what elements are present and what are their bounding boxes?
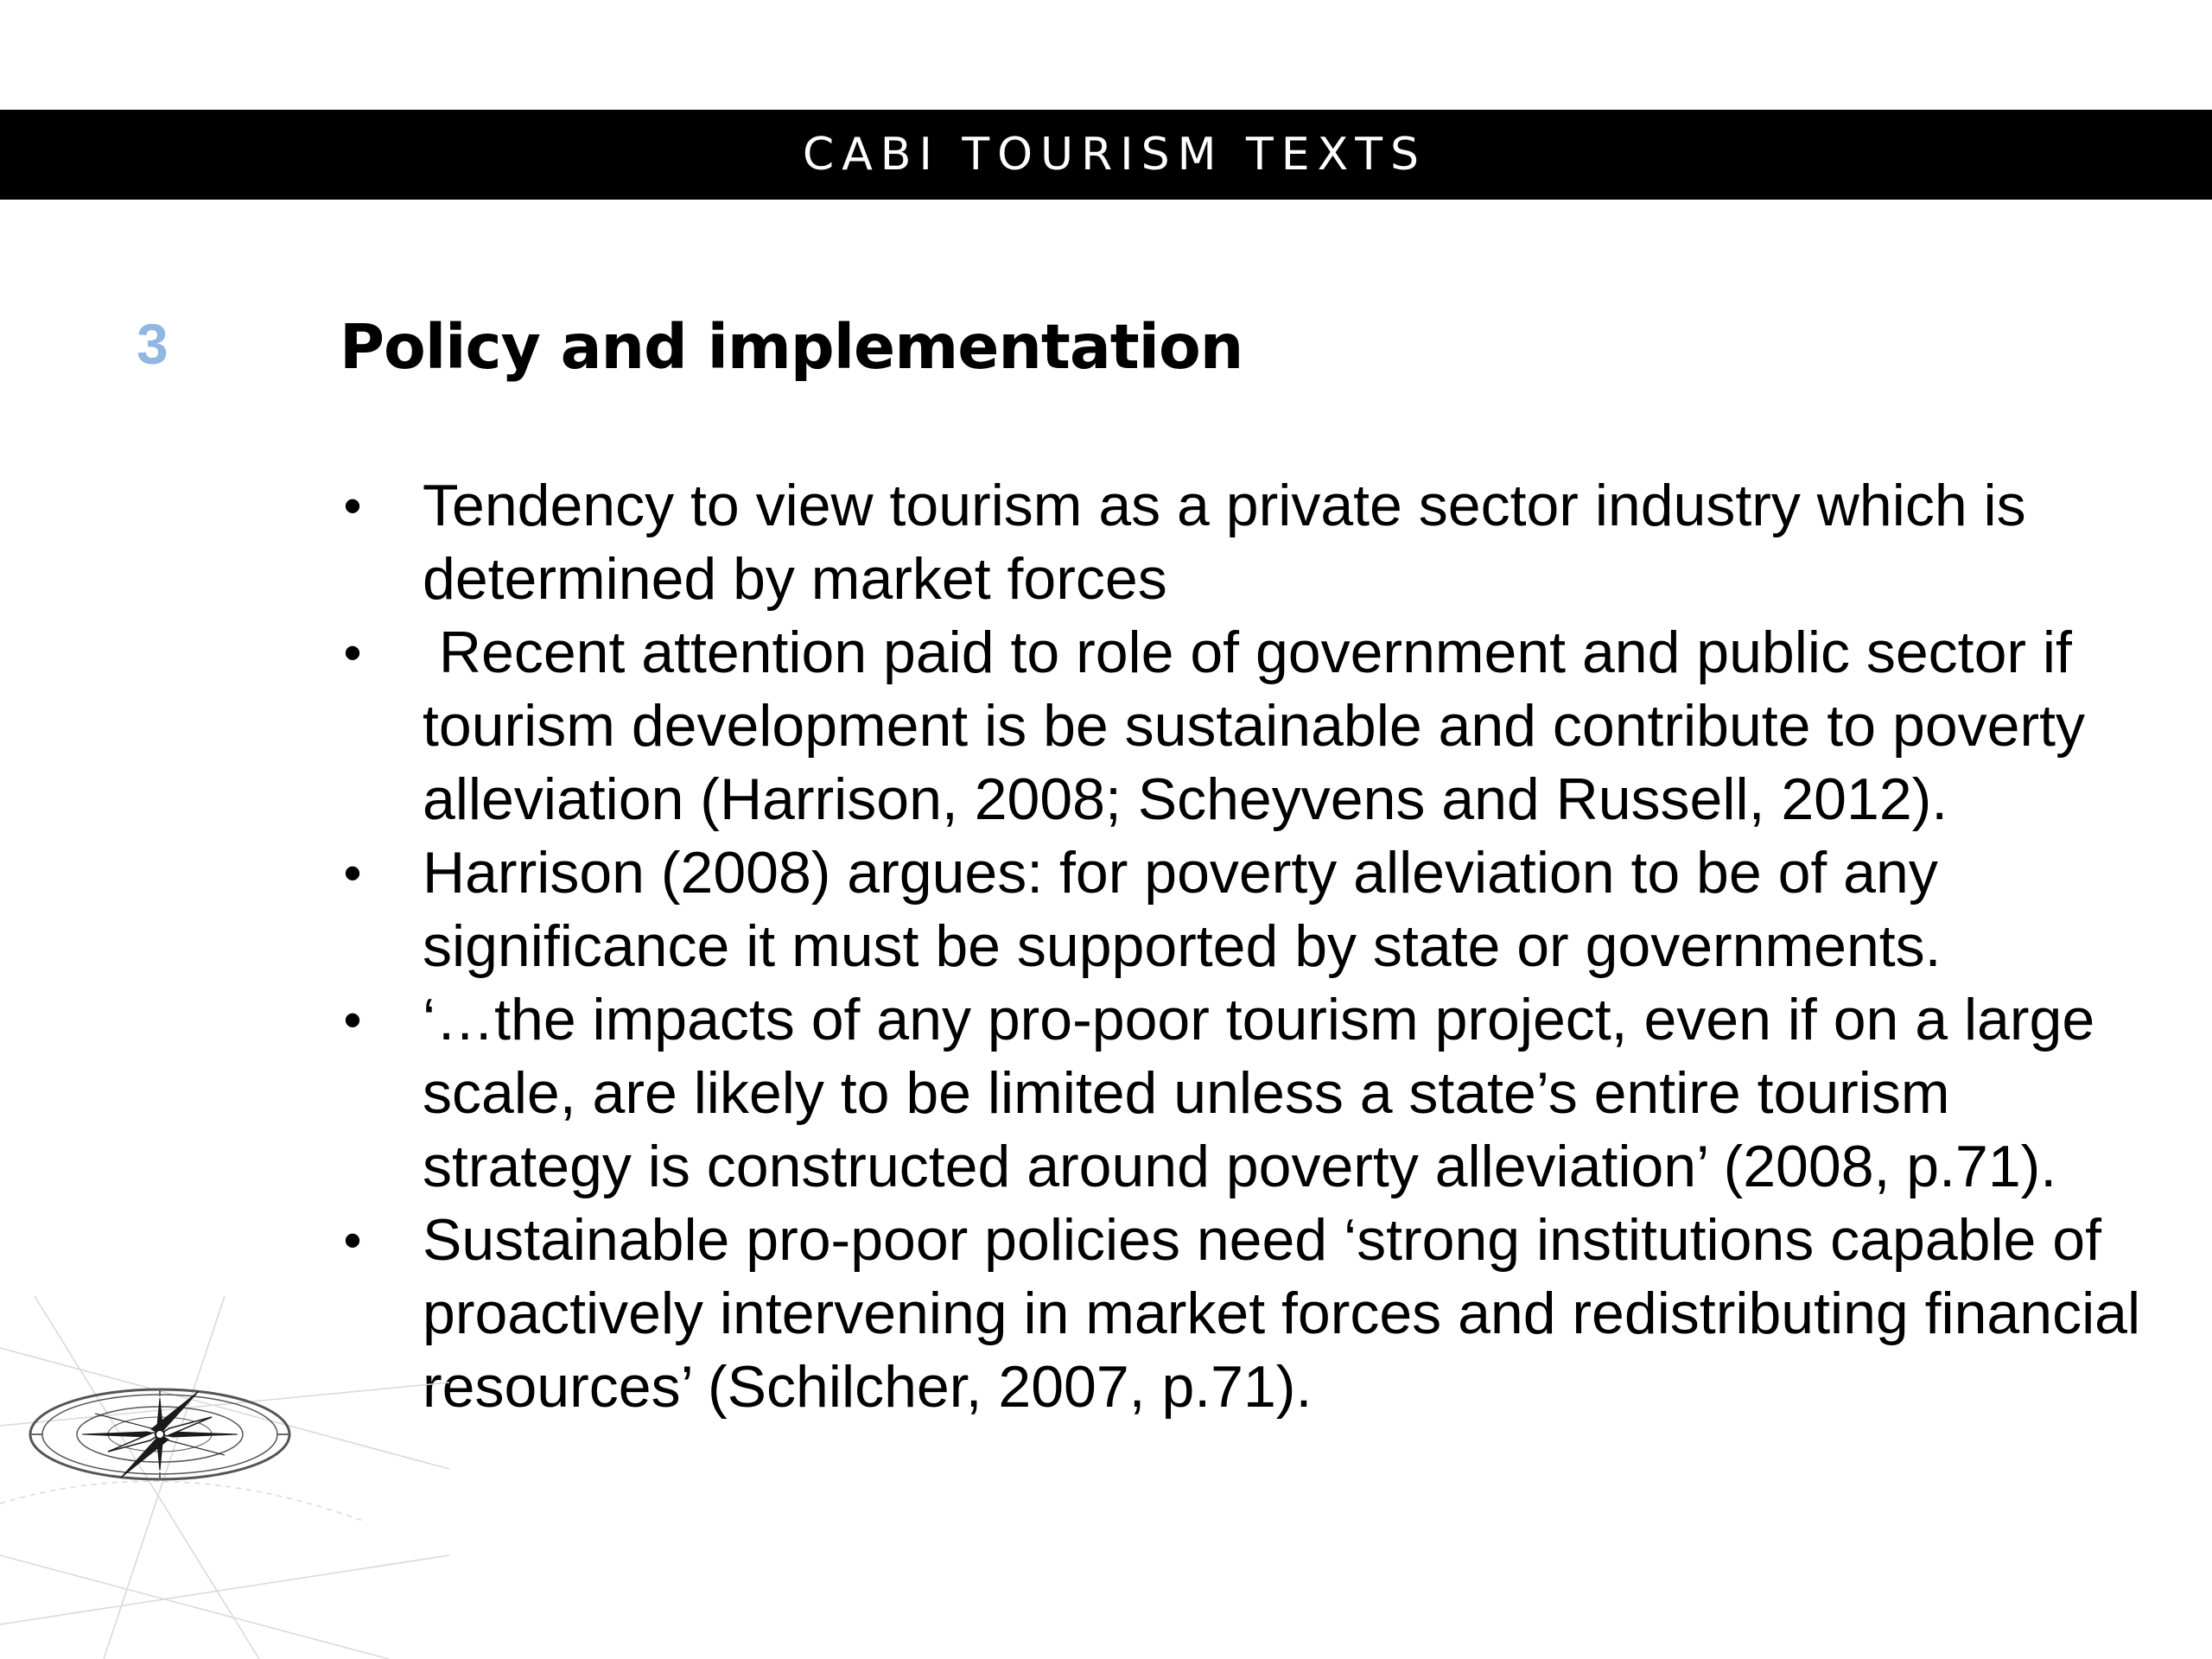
slide-title: Policy and implementation bbox=[340, 311, 1243, 383]
bullet-icon: • bbox=[343, 477, 362, 535]
bullet-icon: • bbox=[343, 624, 362, 682]
bullet-icon: • bbox=[343, 844, 362, 902]
bullet-text: Recent attention paid to role of government and public sector if tourism development is be sustainable and contribute to poverty alleviation (Harrison, 2008; Scheyvens and Russell, 2012). bbox=[423, 620, 2101, 832]
bullet-text: Harrison (2008) argues: for poverty alleviation to be of any significance it must be supported by state or governments. bbox=[423, 840, 1942, 979]
header-banner bbox=[0, 110, 2212, 200]
bullet-item bbox=[340, 469, 2163, 616]
compass-rose-icon bbox=[0, 1296, 449, 1659]
bullet-item bbox=[340, 1204, 2163, 1424]
banner-title: CABI TOURISM TEXTS bbox=[802, 129, 1427, 181]
bullet-text: Sustainable pro-poor policies need ‘strong institutions capable of proactively intervening in market forces and redistributing financial resources’ (Schilcher, 2007, p.71). bbox=[423, 1207, 2141, 1420]
bullet-item bbox=[340, 836, 2163, 983]
bullet-list bbox=[340, 469, 2163, 1424]
slide-number: 3 bbox=[137, 312, 168, 376]
bullet-icon: • bbox=[343, 1211, 362, 1269]
bullet-item bbox=[340, 983, 2163, 1204]
bullet-text: Tendency to view tourism as a private sector industry which is determined by market forces bbox=[423, 473, 2026, 612]
bullet-item bbox=[340, 616, 2163, 836]
bullet-icon: • bbox=[343, 991, 362, 1049]
bullet-text: ‘…the impacts of any pro-poor tourism project, even if on a large scale, are likely to be limited unless a state’s entire tourism strategy is constructed around poverty alleviation’ (2008, p.71). bbox=[423, 987, 2095, 1199]
